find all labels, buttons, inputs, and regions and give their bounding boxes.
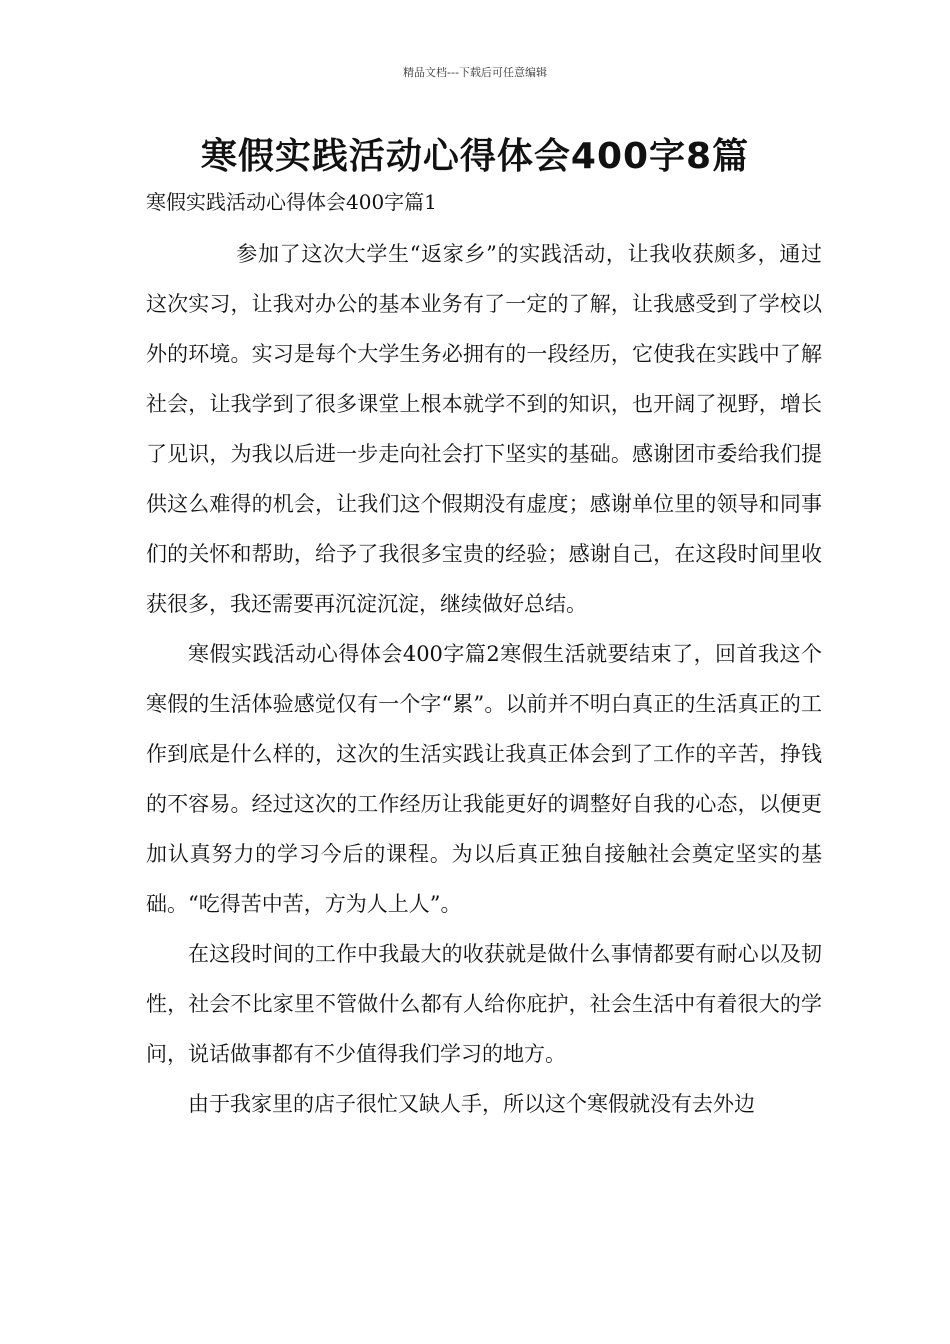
paragraph-4: 由于我家里的店子很忙又缺人手，所以这个寒假就没有去外边: [188, 1092, 755, 1116]
header-note: 精品文档---下载后可任意编辑: [403, 66, 547, 79]
paragraph-3: 在这段时间的工作中我最大的收获就是做什么事情都要有耐心以及韧性，社会不比家里不管做什么都有人给你庇护，社会生活中有着很大的学问，说话做事都有不少值得我们学习的地方。: [146, 942, 822, 1066]
paragraph-2: 寒假实践活动心得体会400字篇2寒假生活就要结束了，回首我这个寒假的生活体验感觉仅有一个字“累”。以前并不明白真正的生活真正的工作到底是什么样的，这次的生活实践让我真正体会到了工作的辛苦，挣钱的不容易。经过这次的工作经历让我能更好的调整好自我的心态，以便更加认真努力的学习今后的课程。为以后真正独自接触社会奠定坚实的基础。“吃得苦中苦，方为人上人”。: [146, 642, 822, 916]
document-body: [146, 229, 822, 1129]
section-subheading: 寒假实践活动心得体会400字篇1: [146, 190, 437, 214]
paragraph-1: 参加了这次大学生“返家乡”的实践活动，让我收获颇多，通过这次实习，让我对办公的基本业务有了一定的了解，让我感受到了学校以外的环境。实习是每个大学生务必拥有的一段经历，它使我在实践中了解社会，让我学到了很多课堂上根本就学不到的知识，也开阔了视野，增长了见识，为我以后进一步走向社会打下坚实的基础。感谢团市委给我们提供这么难得的机会，让我们这个假期没有虚度；感谢单位里的领导和同事们的关怀和帮助，给予了我很多宝贵的经验；感谢自己，在这段时间里收获很多，我还需要再沉淀沉淀，继续做好总结。: [146, 242, 822, 616]
document-title: 寒假实践活动心得体会400字8篇: [200, 136, 750, 177]
